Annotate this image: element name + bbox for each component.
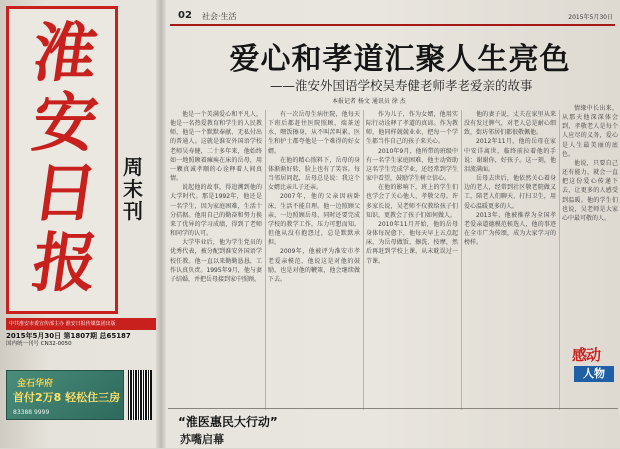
paragraph: 有一次岳母生病住院，他每天下班后都赶往医院照顾，端茶送水、喂饭擦身，从不叫苦叫累。医生和护士都夸他是一个难得的好女婿。 [268, 111, 360, 155]
masthead-char: 淮 [27, 16, 103, 91]
teaser-title: “淮医惠民大行动” [178, 415, 278, 429]
page-fold [156, 0, 166, 448]
issue-info [6, 332, 156, 348]
issue-line: 2015年5月30日 第1807期 总65187 [6, 332, 131, 340]
paragraph: 他说，只要自己还有能力，就会一直把这份爱心传递下去，让更多的人感受到温暖。他的学生们也说，吴老师是大家心中最可敬的人。 [562, 159, 618, 222]
article-byline: 本报记者 杨文 通讯员 徐 杰 [332, 98, 406, 105]
teaser-subtitle: 苏嘴启幕 [180, 433, 224, 446]
publisher-strip: 中共淮安市委宣传部主办 淮安日报传媒集团出版 [6, 318, 156, 330]
column-rule [559, 110, 560, 410]
paragraph: 他的妻子说，丈夫在家里从来没有发过脾气，对老人总是耐心细致，街坊邻居们都很敬佩他。 [464, 111, 556, 137]
bottom-teaser [168, 408, 618, 449]
info-line: 国内统一刊号 CN32-0050 [6, 341, 72, 347]
article-headline: 爱心和孝道汇聚人生亮色 [229, 42, 571, 77]
article-column-3 [366, 110, 458, 418]
article-column-1 [170, 110, 262, 392]
masthead-frame [6, 6, 118, 314]
paragraph: 2009年，他被评为淮安市孝老爱亲模范，他说这是对他的鼓励，也是对他的鞭策，他会继续做下去。 [268, 248, 360, 283]
ad-slogan: 首付2万8 轻松住三房 [13, 391, 121, 404]
section-name: 社会·生活 [202, 12, 237, 21]
masthead-char: 安 [27, 86, 103, 161]
badge-top-text: 感动 [572, 346, 601, 364]
paragraph: 在他的影响下，班上的学生们也学会了关心他人、孝敬父母。许多家长说，吴老师不仅教给孩子们知识，更教会了孩子们如何做人。 [366, 184, 458, 219]
paragraph: 2010年9月，他所带的班级中有一名学生家庭困难，他主动资助这名学生完成学业，还经常到学生家中看望，鼓励学生树立信心。 [366, 147, 458, 183]
paragraph: 2013年，他被推荐为全国孝老爱亲道德模范候选人，他的事迹在全市广为传颂，成为大家学习的榜样。 [464, 211, 556, 247]
column-rule [363, 110, 364, 410]
ad-brand: 金石华府 [17, 379, 54, 389]
article-column-2 [268, 110, 360, 418]
paragraph: 2010年11月开始，他的岳母身体每况愈下，他每天早上五点起床，为岳母做饭、擦洗、按摩，然后再赶到学校上课，从未耽误过一节课。 [366, 220, 458, 265]
paragraph: 岳母去世后，他依然关心着身边的老人，经常到社区敬老院做义工，陪老人们聊天、打扫卫生，用爱心温暖更多的人。 [464, 175, 556, 210]
badge-bottom-text: 人物 [574, 366, 614, 382]
touching-people-badge [572, 344, 616, 388]
page-number: 02 [178, 10, 192, 21]
paragraph: 情缘中长出来，从那天他深深体会到，孝敬老人是每个人应尽的义务，爱心是人生最美丽的底色。 [562, 105, 618, 158]
weekly-edition-label: 周末刊 [123, 155, 143, 223]
paragraph: 他是一个美满爱心和平凡人，他是一名热爱教育和学生的人民教师，他是一个默默奉献、无私付出的普通人。这就是淮安外国语学校老师吴寿健，二十多年来，他始终如一地照顾着瘫痪在床的岳母，用一颗真诚孝顺的心诠释着人间真情。 [170, 111, 262, 183]
masthead-title [17, 16, 113, 301]
paragraph: 在他的精心照料下，岳母的身体渐渐好转，脸上也有了笑容。每当邻居问起，岳母总是说：我这个女婿比亲儿子还亲。 [268, 156, 360, 192]
paragraph: 大学毕业后，他为学生党员的优秀代表，被分配到淮安外国语学校任教。他一直以来勤勤恳恳，工作认真负责。1995年9月，他与妻子结婚，并把岳母接到家中照顾。 [170, 239, 262, 283]
paragraph: 说起他的故事，得追溯到他的大学时代。那是1992年，他还是一名学生，因为家庭困难，生活十分拮据。他用自己的勤奋和努力换来了优异的学习成绩，得到了老师和同学的认可。 [170, 184, 262, 238]
paragraph: 2012年11月，他的岳母在家中安详离世，临终前拉着他的手说：谢谢你，好孩子。这一刻，他泪流满面。 [464, 138, 556, 173]
masthead [6, 6, 156, 448]
column-rule [461, 110, 462, 410]
article-column-4 [464, 110, 556, 418]
page-header [170, 10, 615, 26]
paragraph: 2007年，他的父亲因病卧床，生活不能自理。他一边照顾父亲，一边照顾岳母，同时还要完成学校的教学工作，压力可想而知。但他从没有抱怨过，总是默默承担。 [268, 193, 360, 247]
masthead-char: 报 [27, 226, 103, 301]
advertisement [6, 370, 124, 420]
ad-phone: 83388 9999 [13, 409, 50, 416]
column-rule [265, 110, 266, 410]
article-column-5 [562, 104, 618, 334]
paragraph: 作为儿子，作为女婿，他用实际行动诠释了孝道的真谛。作为教师，他同样兢兢业业，把每一个学生都当作自己的孩子来关心。 [366, 111, 458, 146]
header-date: 2015年5月30日 [568, 14, 613, 21]
masthead-char: 日 [27, 156, 103, 231]
barcode-icon [128, 370, 152, 420]
article-subheadline: ——淮安外国语学校吴寿健老师孝老爱亲的故事 [270, 78, 533, 93]
